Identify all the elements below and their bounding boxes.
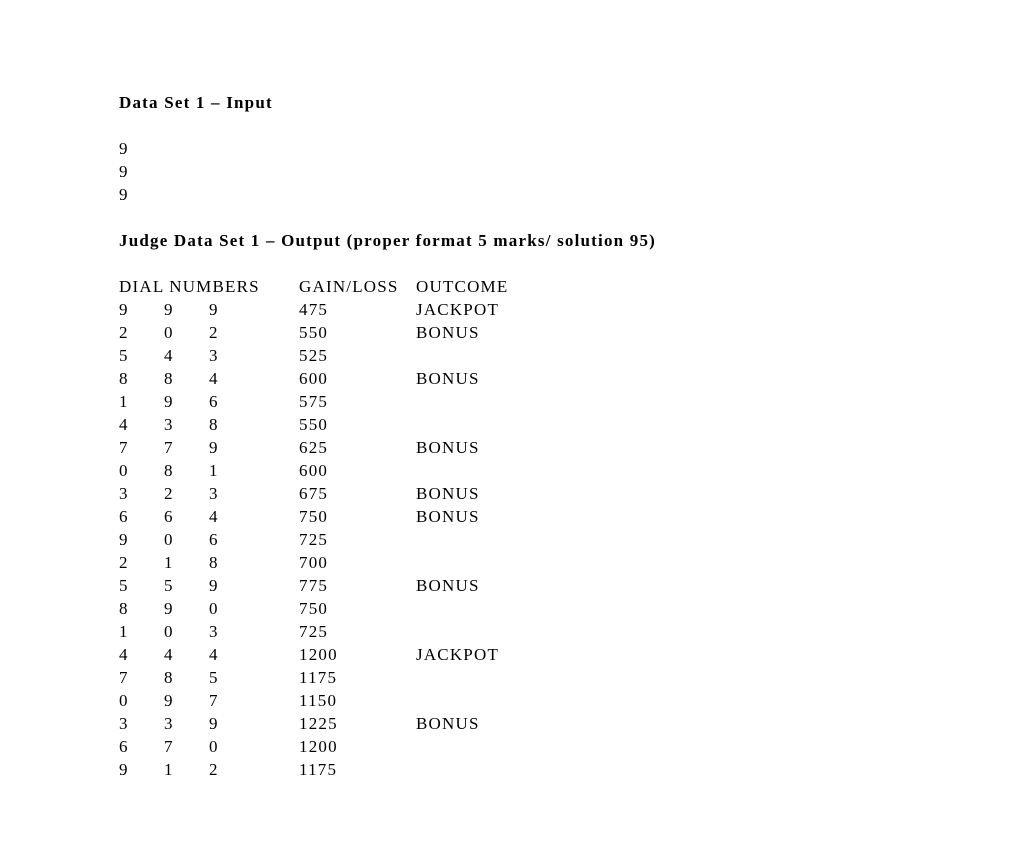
column-header-outcome: OUTCOME — [416, 277, 509, 296]
dial-1-cell: 9 — [119, 300, 129, 319]
dial-3-cell: 4 — [209, 369, 219, 388]
dial-2-cell: 0 — [164, 323, 174, 342]
dial-3-cell: 9 — [209, 438, 219, 457]
table-row — [119, 528, 998, 551]
gain-loss-cell: 600 — [299, 369, 329, 388]
column-header-gain-loss: GAIN/LOSS — [299, 277, 399, 296]
dial-2-cell: 1 — [164, 760, 174, 779]
dial-1-cell: 1 — [119, 622, 129, 641]
outcome-cell — [416, 666, 998, 689]
outcome-cell — [416, 620, 998, 643]
dial-1-cell: 8 — [119, 599, 129, 618]
dial-3-cell: 3 — [209, 346, 219, 365]
outcome-cell: JACKPOT — [416, 645, 500, 664]
dial-2-cell: 0 — [164, 622, 174, 641]
dial-2-cell: 4 — [164, 346, 174, 365]
dial-1-cell: 7 — [119, 668, 129, 687]
dial-1-cell: 7 — [119, 438, 129, 457]
table-row — [119, 321, 998, 344]
dial-1-cell: 5 — [119, 576, 129, 595]
outcome-cell: JACKPOT — [416, 300, 500, 319]
gain-loss-cell: 675 — [299, 484, 329, 503]
outcome-cell — [416, 735, 998, 758]
gain-loss-cell: 1150 — [299, 691, 338, 710]
table-row — [119, 482, 998, 505]
dial-1-cell: 3 — [119, 484, 129, 503]
blank-line — [119, 206, 998, 229]
table-row — [119, 758, 998, 781]
outcome-cell — [416, 344, 998, 367]
dial-3-cell: 0 — [209, 737, 219, 756]
gain-loss-cell: 725 — [299, 622, 329, 641]
table-row — [119, 459, 998, 482]
dial-2-cell: 7 — [164, 438, 174, 457]
input-section-heading: Data Set 1 – Input — [119, 93, 273, 112]
output-table — [119, 275, 998, 781]
output-section-heading: Judge Data Set 1 – Output (proper format 5 marks/ solution 95) — [119, 231, 657, 250]
dial-2-cell: 9 — [164, 599, 174, 618]
dial-3-cell: 3 — [209, 622, 219, 641]
dial-2-cell: 3 — [164, 415, 174, 434]
dial-3-cell: 5 — [209, 668, 219, 687]
outcome-cell: BONUS — [416, 714, 480, 733]
outcome-cell: BONUS — [416, 507, 480, 526]
column-header-dial-numbers: DIAL NUMBERS — [119, 277, 260, 296]
dial-2-cell: 1 — [164, 553, 174, 572]
dial-1-cell: 6 — [119, 507, 129, 526]
dial-3-cell: 8 — [209, 415, 219, 434]
gain-loss-cell: 1225 — [299, 714, 338, 733]
dial-3-cell: 2 — [209, 323, 219, 342]
outcome-cell: BONUS — [416, 323, 480, 342]
table-row — [119, 505, 998, 528]
dial-2-cell: 9 — [164, 691, 174, 710]
gain-loss-cell: 550 — [299, 323, 329, 342]
gain-loss-cell: 475 — [299, 300, 329, 319]
dial-2-cell: 9 — [164, 392, 174, 411]
outcome-cell — [416, 390, 998, 413]
gain-loss-cell: 550 — [299, 415, 329, 434]
table-row — [119, 390, 998, 413]
dial-3-cell: 4 — [209, 645, 219, 664]
gain-loss-cell: 625 — [299, 438, 329, 457]
table-row — [119, 298, 998, 321]
table-row — [119, 574, 998, 597]
input-value: 9 — [119, 185, 129, 204]
dial-2-cell: 2 — [164, 484, 174, 503]
dial-2-cell: 5 — [164, 576, 174, 595]
dial-3-cell: 6 — [209, 392, 219, 411]
dial-2-cell: 6 — [164, 507, 174, 526]
dial-2-cell: 8 — [164, 369, 174, 388]
dial-1-cell: 1 — [119, 392, 129, 411]
outcome-cell — [416, 597, 998, 620]
gain-loss-cell: 1200 — [299, 737, 338, 756]
table-header-row — [119, 275, 998, 298]
outcome-cell — [416, 528, 998, 551]
dial-1-cell: 4 — [119, 645, 129, 664]
document-content — [119, 91, 998, 781]
dial-1-cell: 3 — [119, 714, 129, 733]
dial-2-cell: 8 — [164, 668, 174, 687]
outcome-cell: BONUS — [416, 438, 480, 457]
table-row — [119, 436, 998, 459]
input-value: 9 — [119, 162, 129, 181]
table-row — [119, 413, 998, 436]
dial-2-cell: 0 — [164, 530, 174, 549]
dial-3-cell: 6 — [209, 530, 219, 549]
output-table-body — [119, 298, 998, 781]
dial-1-cell: 9 — [119, 530, 129, 549]
table-row — [119, 620, 998, 643]
outcome-cell — [416, 689, 998, 712]
dial-2-cell: 3 — [164, 714, 174, 733]
dial-3-cell: 0 — [209, 599, 219, 618]
gain-loss-cell: 1175 — [299, 760, 338, 779]
table-row — [119, 689, 998, 712]
dial-2-cell: 4 — [164, 645, 174, 664]
dial-1-cell: 0 — [119, 691, 129, 710]
outcome-cell — [416, 551, 998, 574]
gain-loss-cell: 750 — [299, 599, 329, 618]
dial-1-cell: 2 — [119, 323, 129, 342]
dial-3-cell: 3 — [209, 484, 219, 503]
outcome-cell: BONUS — [416, 369, 480, 388]
table-row — [119, 666, 998, 689]
outcome-cell: BONUS — [416, 576, 480, 595]
table-row — [119, 712, 998, 735]
gain-loss-cell: 1200 — [299, 645, 338, 664]
dial-2-cell: 7 — [164, 737, 174, 756]
gain-loss-cell: 700 — [299, 553, 329, 572]
gain-loss-cell: 525 — [299, 346, 329, 365]
dial-3-cell: 7 — [209, 691, 219, 710]
dial-1-cell: 6 — [119, 737, 129, 756]
dial-3-cell: 9 — [209, 576, 219, 595]
input-values — [119, 137, 998, 206]
gain-loss-cell: 575 — [299, 392, 329, 411]
dial-3-cell: 4 — [209, 507, 219, 526]
table-row — [119, 551, 998, 574]
dial-3-cell: 9 — [209, 714, 219, 733]
gain-loss-cell: 725 — [299, 530, 329, 549]
outcome-cell — [416, 459, 998, 482]
gain-loss-cell: 750 — [299, 507, 329, 526]
dial-1-cell: 8 — [119, 369, 129, 388]
dial-1-cell: 2 — [119, 553, 129, 572]
dial-1-cell: 9 — [119, 760, 129, 779]
blank-line — [119, 114, 998, 137]
table-row — [119, 735, 998, 758]
dial-2-cell: 8 — [164, 461, 174, 480]
gain-loss-cell: 1175 — [299, 668, 338, 687]
dial-1-cell: 4 — [119, 415, 129, 434]
table-row — [119, 344, 998, 367]
blank-line — [119, 252, 998, 275]
gain-loss-cell: 600 — [299, 461, 329, 480]
dial-3-cell: 2 — [209, 760, 219, 779]
table-row — [119, 367, 998, 390]
table-row — [119, 597, 998, 620]
outcome-cell: BONUS — [416, 484, 480, 503]
dial-3-cell: 8 — [209, 553, 219, 572]
table-row — [119, 643, 998, 666]
dial-1-cell: 5 — [119, 346, 129, 365]
outcome-cell — [416, 413, 998, 436]
input-value: 9 — [119, 139, 129, 158]
outcome-cell — [416, 758, 998, 781]
dial-3-cell: 1 — [209, 461, 219, 480]
dial-2-cell: 9 — [164, 300, 174, 319]
dial-3-cell: 9 — [209, 300, 219, 319]
dial-1-cell: 0 — [119, 461, 129, 480]
gain-loss-cell: 775 — [299, 576, 329, 595]
